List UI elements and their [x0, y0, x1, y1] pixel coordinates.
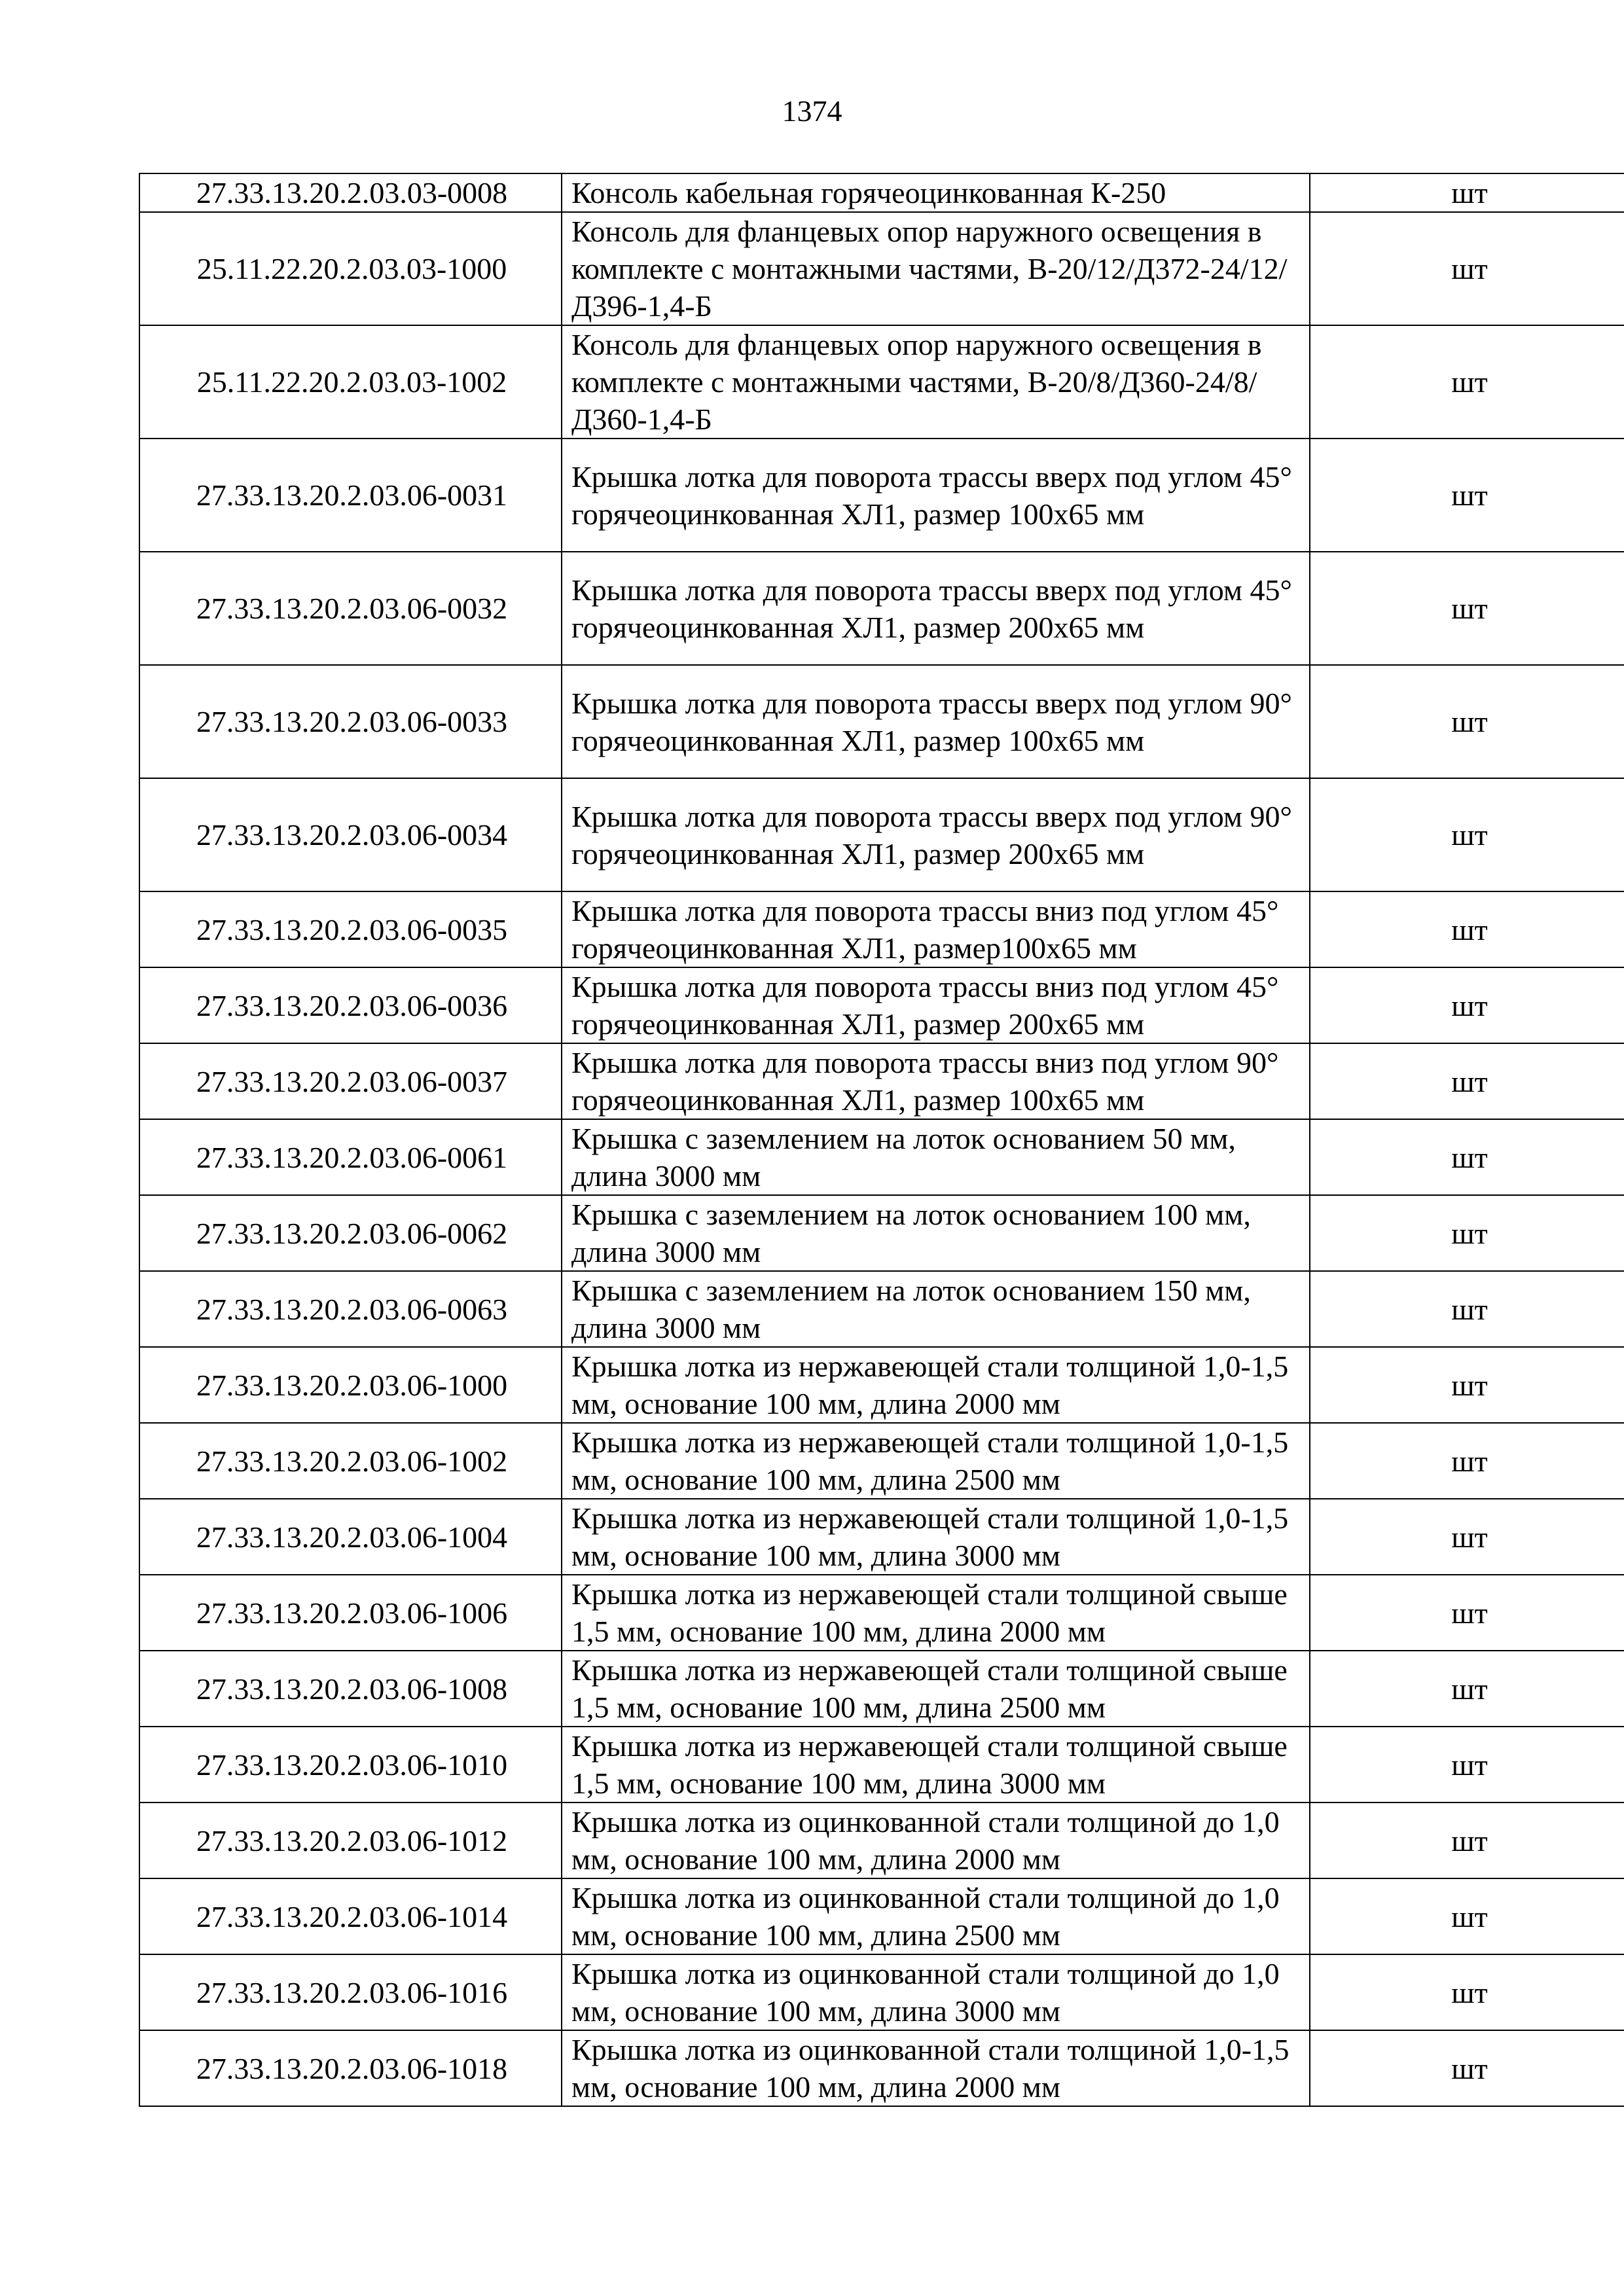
resource-name: Крышка лотка для поворота трассы вниз под углом 45° горячеоцинкованная ХЛ1, размер100х65 мм [562, 891, 1310, 967]
resource-unit: шт [1310, 212, 1624, 325]
resource-code: 27.33.13.20.2.03.06-0033 [139, 665, 562, 778]
resource-code: 27.33.13.20.2.03.06-1006 [139, 1575, 562, 1651]
table-row [139, 439, 1624, 552]
resource-code: 27.33.13.20.2.03.06-1004 [139, 1499, 562, 1575]
table-row [139, 778, 1624, 891]
resource-name: Крышка лотка из нержавеющей стали толщиной свыше 1,5 мм, основание 100 мм, длина 2500 мм [562, 1651, 1310, 1727]
resource-name: Крышка лотка для поворота трассы вверх под углом 90° горячеоцинкованная ХЛ1, размер 200х65 мм [562, 778, 1310, 891]
table-row [139, 1195, 1624, 1271]
resource-name: Крышка лотка из нержавеющей стали толщиной 1,0-1,5 мм, основание 100 мм, длина 2500 мм [562, 1423, 1310, 1499]
resource-code: 27.33.13.20.2.03.06-0035 [139, 891, 562, 967]
table-row [139, 1803, 1624, 1878]
resource-name: Крышка лотка из нержавеющей стали толщиной свыше 1,5 мм, основание 100 мм, длина 3000 мм [562, 1727, 1310, 1803]
resource-unit: шт [1310, 1499, 1624, 1575]
resource-unit: шт [1310, 1954, 1624, 2030]
resource-code: 27.33.13.20.2.03.06-0061 [139, 1119, 562, 1195]
table-row [139, 1954, 1624, 2030]
resource-code: 27.33.13.20.2.03.06-0063 [139, 1271, 562, 1347]
resource-code: 27.33.13.20.2.03.06-0037 [139, 1043, 562, 1119]
resource-unit: шт [1310, 967, 1624, 1043]
page-number: 1374 [782, 94, 842, 128]
resource-unit: шт [1310, 1119, 1624, 1195]
resource-name: Крышка с заземлением на лоток основанием 100 мм, длина 3000 мм [562, 1195, 1310, 1271]
table-row [139, 1119, 1624, 1195]
table-row [139, 552, 1624, 665]
resource-unit: шт [1310, 1575, 1624, 1651]
resource-unit: шт [1310, 1803, 1624, 1878]
table-row [139, 325, 1624, 439]
table-row [139, 173, 1624, 212]
resource-name: Консоль кабельная горячеоцинкованная К-250 [562, 173, 1310, 212]
resource-code: 27.33.13.20.2.03.06-0062 [139, 1195, 562, 1271]
resource-name: Крышка лотка из оцинкованной стали толщиной до 1,0 мм, основание 100 мм, длина 3000 мм [562, 1954, 1310, 2030]
resource-table [139, 173, 1624, 2107]
resource-code: 27.33.13.20.2.03.06-1014 [139, 1878, 562, 1954]
resource-code: 25.11.22.20.2.03.03-1000 [139, 212, 562, 325]
resource-code: 27.33.13.20.2.03.06-1010 [139, 1727, 562, 1803]
resource-name: Крышка лотка из оцинкованной стали толщиной до 1,0 мм, основание 100 мм, длина 2000 мм [562, 1803, 1310, 1878]
table-row [139, 967, 1624, 1043]
resource-name: Крышка лотка из оцинкованной стали толщиной 1,0-1,5 мм, основание 100 мм, длина 2000 мм [562, 2030, 1310, 2106]
resource-name: Крышка лотка из нержавеющей стали толщиной 1,0-1,5 мм, основание 100 мм, длина 2000 мм [562, 1347, 1310, 1423]
resource-code: 27.33.13.20.2.03.06-0034 [139, 778, 562, 891]
resource-name: Крышка с заземлением на лоток основанием 50 мм, длина 3000 мм [562, 1119, 1310, 1195]
resource-name: Крышка лотка для поворота трассы вверх под углом 45° горячеоцинкованная ХЛ1, размер 100х65 мм [562, 439, 1310, 552]
resource-code: 27.33.13.20.2.03.06-0031 [139, 439, 562, 552]
resource-name: Крышка лотка из нержавеющей стали толщиной 1,0-1,5 мм, основание 100 мм, длина 3000 мм [562, 1499, 1310, 1575]
resource-unit: шт [1310, 1271, 1624, 1347]
resource-unit: шт [1310, 1195, 1624, 1271]
resource-name: Крышка лотка из оцинкованной стали толщиной до 1,0 мм, основание 100 мм, длина 2500 мм [562, 1878, 1310, 1954]
resource-unit: шт [1310, 325, 1624, 439]
resource-name: Консоль для фланцевых опор наружного освещения в комплекте с монтажными частями, В-20/8/Д360-24/8/Д360-1,4-Б [562, 325, 1310, 439]
resource-name: Крышка лотка для поворота трассы вверх под углом 90° горячеоцинкованная ХЛ1, размер 100х65 мм [562, 665, 1310, 778]
resource-code: 27.33.13.20.2.03.06-1000 [139, 1347, 562, 1423]
table-row [139, 1271, 1624, 1347]
resource-unit: шт [1310, 1651, 1624, 1727]
resource-unit: шт [1310, 891, 1624, 967]
table-row [139, 1727, 1624, 1803]
table-row [139, 1575, 1624, 1651]
resource-code: 27.33.13.20.2.03.06-1016 [139, 1954, 562, 2030]
resource-unit: шт [1310, 2030, 1624, 2106]
table-row [139, 2030, 1624, 2106]
table-row [139, 665, 1624, 778]
resource-unit: шт [1310, 1043, 1624, 1119]
table-row [139, 1651, 1624, 1727]
table-row [139, 1878, 1624, 1954]
resource-name: Консоль для фланцевых опор наружного освещения в комплекте с монтажными частями, В-20/12/Д372-24/12/Д396-1,4-Б [562, 212, 1310, 325]
table-row [139, 1043, 1624, 1119]
table-row [139, 1499, 1624, 1575]
resource-unit: шт [1310, 1727, 1624, 1803]
resource-name: Крышка лотка для поворота трассы вниз под углом 90° горячеоцинкованная ХЛ1, размер 100х65 мм [562, 1043, 1310, 1119]
resource-code: 25.11.22.20.2.03.03-1002 [139, 325, 562, 439]
resource-code: 27.33.13.20.2.03.06-0036 [139, 967, 562, 1043]
resource-code: 27.33.13.20.2.03.06-1008 [139, 1651, 562, 1727]
resource-unit: шт [1310, 173, 1624, 212]
resource-code: 27.33.13.20.2.03.03-0008 [139, 173, 562, 212]
resource-unit: шт [1310, 665, 1624, 778]
resource-unit: шт [1310, 439, 1624, 552]
table-row [139, 1347, 1624, 1423]
resource-unit: шт [1310, 1878, 1624, 1954]
table-row [139, 891, 1624, 967]
resource-unit: шт [1310, 552, 1624, 665]
resource-code: 27.33.13.20.2.03.06-1012 [139, 1803, 562, 1878]
resource-name: Крышка с заземлением на лоток основанием 150 мм, длина 3000 мм [562, 1271, 1310, 1347]
resource-unit: шт [1310, 778, 1624, 891]
resource-code: 27.33.13.20.2.03.06-1018 [139, 2030, 562, 2106]
resource-code: 27.33.13.20.2.03.06-1002 [139, 1423, 562, 1499]
table-row [139, 212, 1624, 325]
resource-name: Крышка лотка для поворота трассы вниз под углом 45° горячеоцинкованная ХЛ1, размер 200х65 мм [562, 967, 1310, 1043]
resource-unit: шт [1310, 1347, 1624, 1423]
resource-unit: шт [1310, 1423, 1624, 1499]
table-row [139, 1423, 1624, 1499]
resource-name: Крышка лотка для поворота трассы вверх под углом 45° горячеоцинкованная ХЛ1, размер 200х65 мм [562, 552, 1310, 665]
resource-name: Крышка лотка из нержавеющей стали толщиной свыше 1,5 мм, основание 100 мм, длина 2000 мм [562, 1575, 1310, 1651]
resource-code: 27.33.13.20.2.03.06-0032 [139, 552, 562, 665]
